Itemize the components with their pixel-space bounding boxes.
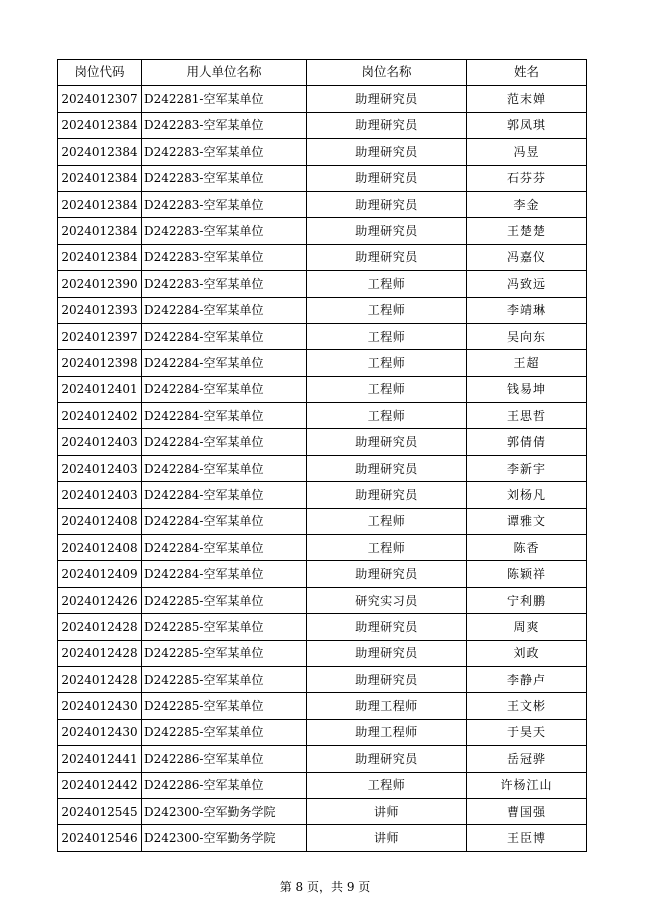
table-row [58, 614, 587, 640]
employer-name-cell: D242286-空军某单位 [142, 746, 307, 772]
employer-name-cell: D242285-空军某单位 [142, 719, 307, 745]
person-name-cell: 吴向东 [467, 323, 587, 349]
employer-name-cell: D242284-空军某单位 [142, 403, 307, 429]
employer-name-cell: D242284-空军某单位 [142, 455, 307, 481]
person-name-cell: 钱易坤 [467, 376, 587, 402]
post-name-cell: 工程师 [307, 508, 467, 534]
post-name-cell: 助理研究员 [307, 614, 467, 640]
post-name-cell: 助理研究员 [307, 666, 467, 692]
table-row [58, 666, 587, 692]
table-row [58, 165, 587, 191]
header-post-code: 岗位代码 [58, 60, 142, 86]
page-number: 第 8 页，共 9 页 [279, 880, 371, 894]
employer-name-cell: D242283-空军某单位 [142, 271, 307, 297]
employer-name-cell: D242284-空军某单位 [142, 561, 307, 587]
employer-name-cell: D242285-空军某单位 [142, 640, 307, 666]
post-name-cell: 工程师 [307, 772, 467, 798]
person-name-cell: 于昊天 [467, 719, 587, 745]
header-employer-name: 用人单位名称 [142, 60, 307, 86]
person-name-cell: 石芬芬 [467, 165, 587, 191]
employer-name-cell: D242284-空军某单位 [142, 482, 307, 508]
post-code-cell: 2024012545 [58, 798, 142, 824]
person-name-cell: 冯致远 [467, 271, 587, 297]
table-row [58, 772, 587, 798]
post-name-cell: 助理研究员 [307, 86, 467, 112]
post-name-cell: 助理研究员 [307, 139, 467, 165]
table-row [58, 323, 587, 349]
person-name-cell: 陈香 [467, 535, 587, 561]
post-code-cell: 2024012430 [58, 693, 142, 719]
post-code-cell: 2024012390 [58, 271, 142, 297]
person-name-cell: 郭凤琪 [467, 112, 587, 138]
employer-name-cell: D242283-空军某单位 [142, 139, 307, 165]
post-code-cell: 2024012393 [58, 297, 142, 323]
post-code-cell: 2024012398 [58, 350, 142, 376]
post-code-cell: 2024012401 [58, 376, 142, 402]
person-name-cell: 曹国强 [467, 798, 587, 824]
person-name-cell: 陈颖祥 [467, 561, 587, 587]
post-code-cell: 2024012409 [58, 561, 142, 587]
post-name-cell: 工程师 [307, 350, 467, 376]
post-code-cell: 2024012402 [58, 403, 142, 429]
person-name-cell: 李静卢 [467, 666, 587, 692]
table-row [58, 640, 587, 666]
post-code-cell: 2024012546 [58, 825, 142, 851]
post-name-cell: 讲师 [307, 825, 467, 851]
person-name-cell: 周爽 [467, 614, 587, 640]
table-row [58, 191, 587, 217]
post-name-cell: 助理研究员 [307, 746, 467, 772]
employer-name-cell: D242283-空军某单位 [142, 165, 307, 191]
post-code-cell: 2024012408 [58, 535, 142, 561]
person-name-cell: 冯昱 [467, 139, 587, 165]
table-row [58, 139, 587, 165]
post-code-cell: 2024012428 [58, 614, 142, 640]
personnel-table [57, 59, 587, 852]
table-row [58, 350, 587, 376]
header-post-name: 岗位名称 [307, 60, 467, 86]
post-name-cell: 助理研究员 [307, 482, 467, 508]
person-name-cell: 郭倩倩 [467, 429, 587, 455]
post-name-cell: 助理研究员 [307, 429, 467, 455]
employer-name-cell: D242285-空军某单位 [142, 666, 307, 692]
employer-name-cell: D242284-空军某单位 [142, 508, 307, 534]
table-row [58, 271, 587, 297]
table-row [58, 798, 587, 824]
employer-name-cell: D242285-空军某单位 [142, 693, 307, 719]
person-name-cell: 李靖琳 [467, 297, 587, 323]
post-name-cell: 助理研究员 [307, 244, 467, 270]
table-row [58, 429, 587, 455]
table-row [58, 719, 587, 745]
person-name-cell: 刘杨凡 [467, 482, 587, 508]
table-row [58, 587, 587, 613]
table-row [58, 244, 587, 270]
post-code-cell: 2024012384 [58, 218, 142, 244]
person-name-cell: 李金 [467, 191, 587, 217]
person-name-cell: 岳冠骅 [467, 746, 587, 772]
post-name-cell: 工程师 [307, 403, 467, 429]
post-name-cell: 助理研究员 [307, 191, 467, 217]
employer-name-cell: D242284-空军某单位 [142, 376, 307, 402]
table-row [58, 825, 587, 851]
post-code-cell: 2024012384 [58, 112, 142, 138]
post-code-cell: 2024012384 [58, 139, 142, 165]
person-name-cell: 谭雅文 [467, 508, 587, 534]
post-code-cell: 2024012403 [58, 482, 142, 508]
post-code-cell: 2024012442 [58, 772, 142, 798]
post-name-cell: 助理研究员 [307, 165, 467, 191]
post-code-cell: 2024012384 [58, 191, 142, 217]
post-code-cell: 2024012430 [58, 719, 142, 745]
post-name-cell: 助理研究员 [307, 112, 467, 138]
person-name-cell: 范末婵 [467, 86, 587, 112]
post-code-cell: 2024012426 [58, 587, 142, 613]
table-row [58, 482, 587, 508]
post-code-cell: 2024012441 [58, 746, 142, 772]
post-name-cell: 研究实习员 [307, 587, 467, 613]
employer-name-cell: D242284-空军某单位 [142, 429, 307, 455]
post-name-cell: 助理研究员 [307, 218, 467, 244]
post-name-cell: 助理工程师 [307, 719, 467, 745]
employer-name-cell: D242300-空军勤务学院 [142, 825, 307, 851]
table-body [58, 86, 587, 851]
post-code-cell: 2024012428 [58, 640, 142, 666]
employer-name-cell: D242284-空军某单位 [142, 535, 307, 561]
post-name-cell: 工程师 [307, 297, 467, 323]
post-name-cell: 工程师 [307, 376, 467, 402]
person-name-cell: 宁利鹏 [467, 587, 587, 613]
post-name-cell: 助理工程师 [307, 693, 467, 719]
person-name-cell: 冯嘉仪 [467, 244, 587, 270]
table-row [58, 403, 587, 429]
header-person-name: 姓名 [467, 60, 587, 86]
table-row [58, 218, 587, 244]
table-row [58, 746, 587, 772]
post-name-cell: 讲师 [307, 798, 467, 824]
table-row [58, 535, 587, 561]
employer-name-cell: D242285-空军某单位 [142, 587, 307, 613]
post-code-cell: 2024012403 [58, 455, 142, 481]
post-code-cell: 2024012428 [58, 666, 142, 692]
employer-name-cell: D242284-空军某单位 [142, 297, 307, 323]
person-name-cell: 刘政 [467, 640, 587, 666]
table-row [58, 297, 587, 323]
employer-name-cell: D242285-空军某单位 [142, 614, 307, 640]
table-row [58, 112, 587, 138]
post-name-cell: 助理研究员 [307, 640, 467, 666]
employer-name-cell: D242284-空军某单位 [142, 350, 307, 376]
employer-name-cell: D242283-空军某单位 [142, 112, 307, 138]
person-name-cell: 王文彬 [467, 693, 587, 719]
person-name-cell: 李新宇 [467, 455, 587, 481]
table-row [58, 693, 587, 719]
post-code-cell: 2024012384 [58, 244, 142, 270]
employer-name-cell: D242283-空军某单位 [142, 244, 307, 270]
employer-name-cell: D242281-空军某单位 [142, 86, 307, 112]
table-row [58, 86, 587, 112]
employer-name-cell: D242284-空军某单位 [142, 323, 307, 349]
person-name-cell: 许杨江山 [467, 772, 587, 798]
post-code-cell: 2024012307 [58, 86, 142, 112]
employer-name-cell: D242286-空军某单位 [142, 772, 307, 798]
person-name-cell: 王超 [467, 350, 587, 376]
table-header-row [58, 60, 587, 86]
post-name-cell: 工程师 [307, 535, 467, 561]
table-row [58, 561, 587, 587]
post-code-cell: 2024012397 [58, 323, 142, 349]
employer-name-cell: D242283-空军某单位 [142, 191, 307, 217]
person-name-cell: 王楚楚 [467, 218, 587, 244]
post-name-cell: 工程师 [307, 271, 467, 297]
table-row [58, 508, 587, 534]
post-name-cell: 助理研究员 [307, 455, 467, 481]
employer-name-cell: D242283-空军某单位 [142, 218, 307, 244]
table-row [58, 455, 587, 481]
person-name-cell: 王臣博 [467, 825, 587, 851]
post-name-cell: 助理研究员 [307, 561, 467, 587]
person-name-cell: 王思哲 [467, 403, 587, 429]
employer-name-cell: D242300-空军勤务学院 [142, 798, 307, 824]
post-code-cell: 2024012408 [58, 508, 142, 534]
table-row [58, 376, 587, 402]
post-code-cell: 2024012384 [58, 165, 142, 191]
post-code-cell: 2024012403 [58, 429, 142, 455]
post-name-cell: 工程师 [307, 323, 467, 349]
